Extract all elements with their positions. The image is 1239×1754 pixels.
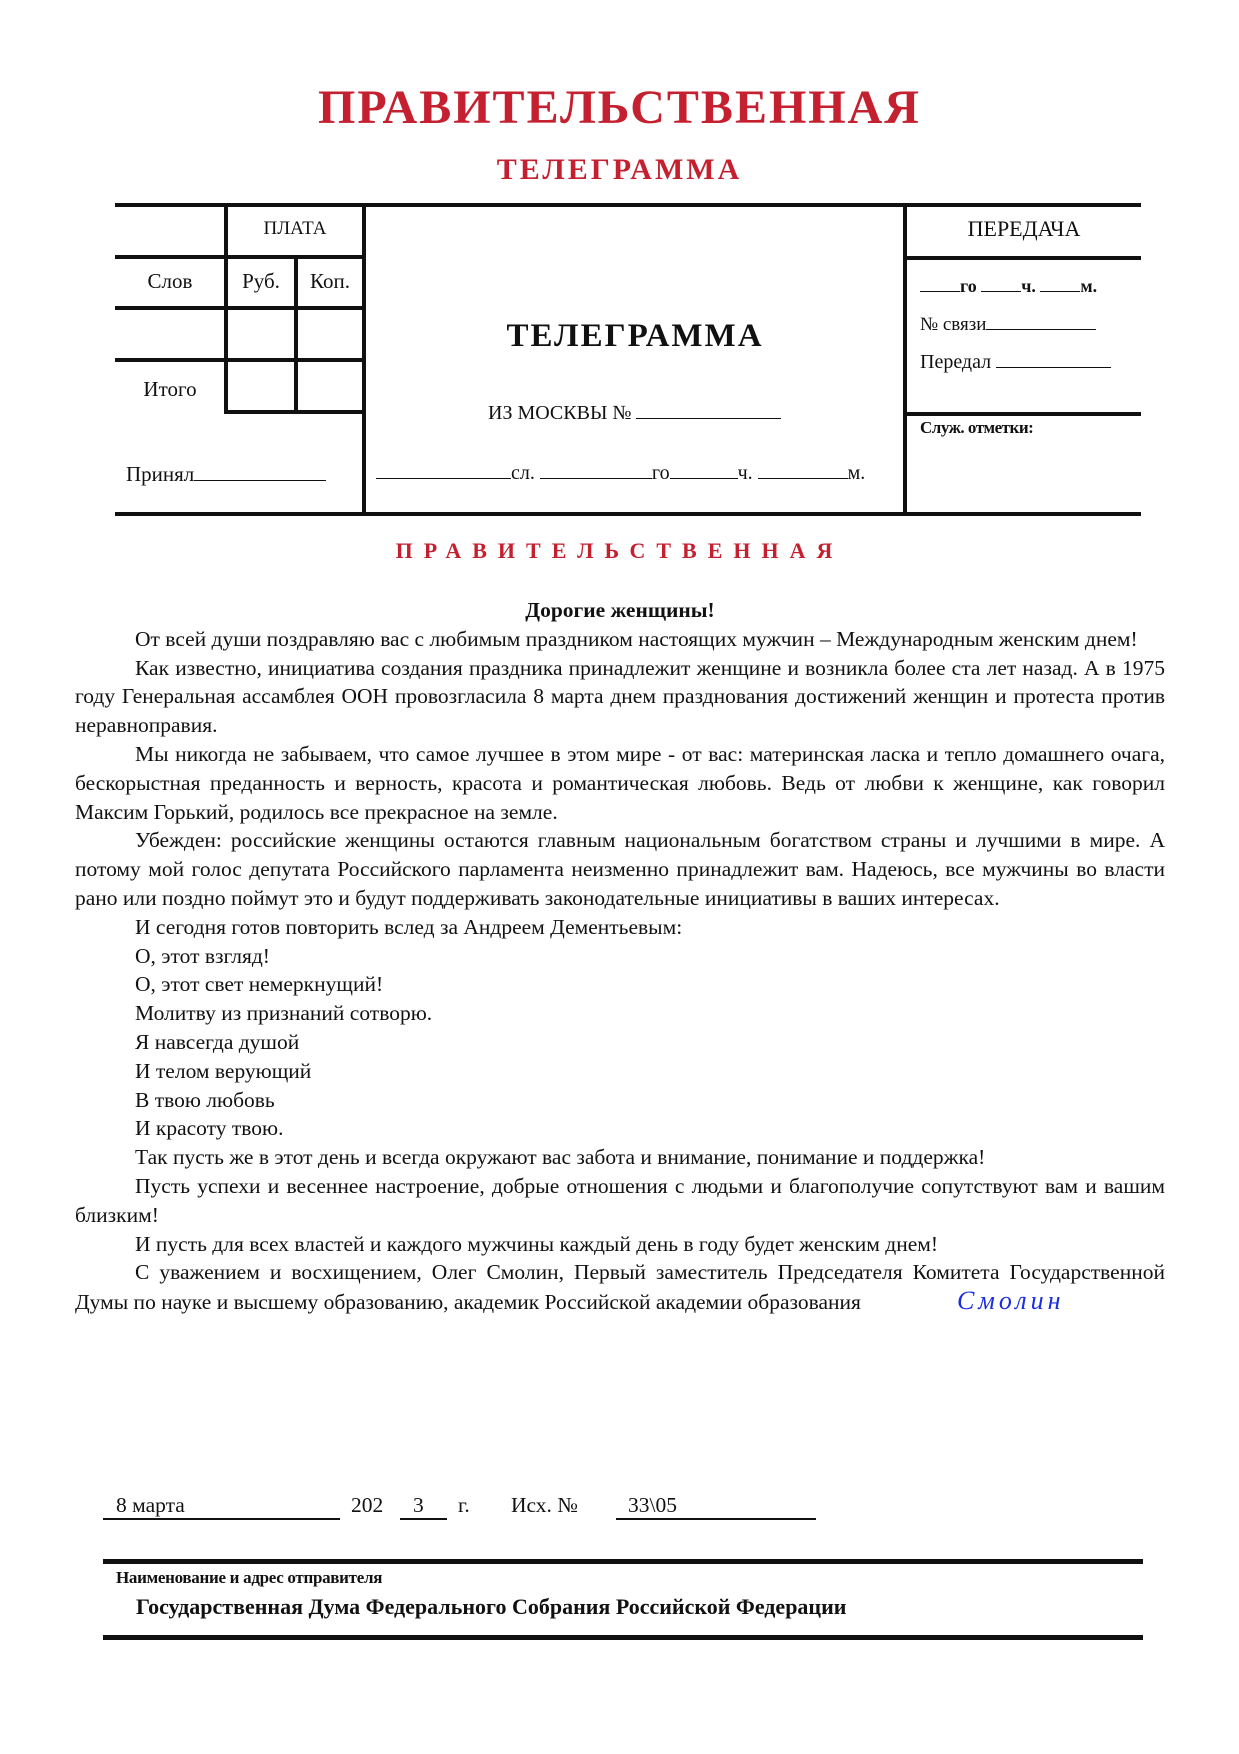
- sent-by-label: Передал: [920, 351, 992, 373]
- tr-hour-suffix: ч.: [1021, 276, 1036, 296]
- sender-bottom-border: [103, 1635, 1143, 1640]
- words-label: Слов: [147, 269, 193, 293]
- tr-hour-blank: [981, 275, 1021, 292]
- sender-name: Государственная Дума Федерального Собрания Российской Федерации: [136, 1594, 847, 1619]
- year-prefix: 202: [351, 1493, 384, 1517]
- tr-day-suffix: го: [960, 276, 977, 296]
- sender-top-border: [103, 1559, 1143, 1564]
- letter-body: [75, 596, 1165, 1317]
- page-subtitle: ТЕЛЕГРАММА: [496, 153, 743, 186]
- channel-label: № связи: [920, 314, 987, 335]
- year-suffix: 3: [413, 1493, 424, 1517]
- transmission-hline-1: [905, 256, 1141, 260]
- letter-paragraph: От всей души поздравляю вас с любимым праздником настоящих мужчин – Международным женским днем!: [135, 626, 1138, 651]
- verse-line: Молитву из признаний сотворю.: [135, 1001, 433, 1026]
- words-blank: [376, 462, 511, 479]
- received-field: [126, 462, 326, 487]
- year-underline: [400, 1518, 447, 1520]
- letter-paragraph: Убежден: российские женщины остаются главным национальным богатством страны и лучшими в мире. А потому мой голос депутата Российского парламента неизменно принадлежит вам. Надеюсь, все мужчины во власти рано или поздно поймут это и будут поддерживать законодательные инициативы в ваших интересах.: [75, 828, 1165, 910]
- tr-minute-suffix: м.: [1080, 276, 1098, 296]
- verse-line: И красоту твою.: [135, 1116, 284, 1141]
- verse-line: О, этот свет немеркнущий!: [135, 972, 384, 997]
- payment-header: ПЛАТА: [263, 218, 327, 239]
- outgoing-underline: [616, 1518, 816, 1520]
- transmission-time-field: [920, 275, 1097, 297]
- payment-hline-2: [115, 306, 365, 310]
- hour-blank: [670, 462, 738, 479]
- payment-hline-1: [115, 255, 365, 259]
- outgoing-number: 33\05: [628, 1493, 677, 1517]
- closing-paragraph: Пусть успехи и весеннее настроение, добрые отношения с людьми и благополучие сопутствуют вам и вашим близким!: [75, 1173, 1165, 1227]
- form-bottom-border: [115, 512, 1141, 516]
- kop-label: Коп.: [310, 269, 350, 293]
- banner-bottom: ПРАВИТЕЛЬСТВЕННАЯ: [395, 538, 844, 563]
- transmission-hline-2: [905, 412, 1141, 416]
- payment-hline-4: [224, 410, 365, 414]
- sender-label: Наименование и адрес отправителя: [116, 1568, 383, 1587]
- tr-minute-blank: [1040, 275, 1080, 292]
- letter-paragraph: И сегодня готов повторить вслед за Андреем Дементьевым:: [135, 914, 683, 939]
- signature: Смолин: [956, 1286, 1065, 1316]
- hour-suffix: ч.: [737, 462, 753, 484]
- transmission-header: ПЕРЕДАЧА: [967, 216, 1081, 241]
- channel-field: [920, 313, 1096, 336]
- date-underline: [103, 1518, 340, 1520]
- closing-paragraph: И пусть для всех властей и каждого мужчины каждый день в году будет женским днем!: [135, 1231, 939, 1256]
- rub-label: Руб.: [242, 269, 280, 293]
- center-time-field: [376, 462, 865, 485]
- channel-blank: [986, 313, 1096, 330]
- sent-by-blank: [996, 351, 1111, 368]
- total-label: Итого: [143, 377, 197, 401]
- day-blank: [540, 462, 652, 479]
- page-title: ПРАВИТЕЛЬСТВЕННАЯ: [318, 81, 921, 134]
- date-field: 8 марта: [116, 1493, 185, 1517]
- tr-day-blank: [920, 275, 960, 292]
- service-notes-label: Служ. отметки:: [920, 418, 1034, 437]
- from-moscow-blank: [636, 402, 781, 419]
- signature-text: С уважением и восхищением, Олег Смолин, Первый заместитель Председателя Комитета Государственной Думы по науке и высшему образованию, академик Российской академии образования: [75, 1260, 1165, 1315]
- letter-paragraph: Как известно, инициатива создания праздника принадлежит женщине и возникла более ста лет назад. А в 1975 году Генеральная ассамблея ООН провозгласила 8 марта днем празднования достижений женщин и протеста против неравноправия.: [75, 655, 1165, 738]
- verse-line: О, этот взгляд!: [135, 943, 270, 968]
- day-suffix: го: [651, 462, 670, 484]
- minute-suffix: м.: [847, 462, 866, 484]
- verse-line: Я навсегда душой: [135, 1029, 300, 1054]
- received-label: Принял: [126, 462, 195, 486]
- signature-block: [75, 1258, 1165, 1317]
- letter-greeting: Дорогие женщины!: [525, 598, 715, 622]
- form-divider-right: [903, 203, 907, 516]
- from-moscow-label: ИЗ МОСКВЫ №: [488, 402, 632, 424]
- minute-blank: [758, 462, 848, 479]
- words-suffix: сл.: [511, 462, 535, 484]
- form-top-border: [115, 203, 1141, 207]
- received-blank: [194, 464, 326, 481]
- payment-hline-3: [115, 358, 365, 362]
- sent-by-field: [920, 351, 1111, 374]
- verse-line: И телом верующий: [135, 1058, 312, 1083]
- verse-line: В твою любовь: [135, 1087, 275, 1112]
- telegram-center-title: ТЕЛЕГРАММА: [506, 318, 764, 354]
- year-label: г.: [458, 1493, 470, 1517]
- from-moscow-field: [488, 402, 781, 425]
- letter-paragraph: Мы никогда не забываем, что самое лучшее в этом мире - от вас: материнская ласка и тепло домашнего очага, бескорыстная преданность и верность, красота и романтическая любовь. Ведь от любви к женщине, как говорил Максим Горький, родилось все прекрасное на земле.: [75, 741, 1165, 824]
- outgoing-label: Исх. №: [511, 1493, 578, 1517]
- closing-paragraph: Так пусть же в этот день и всегда окружают вас забота и внимание, понимание и поддержка!: [135, 1145, 986, 1170]
